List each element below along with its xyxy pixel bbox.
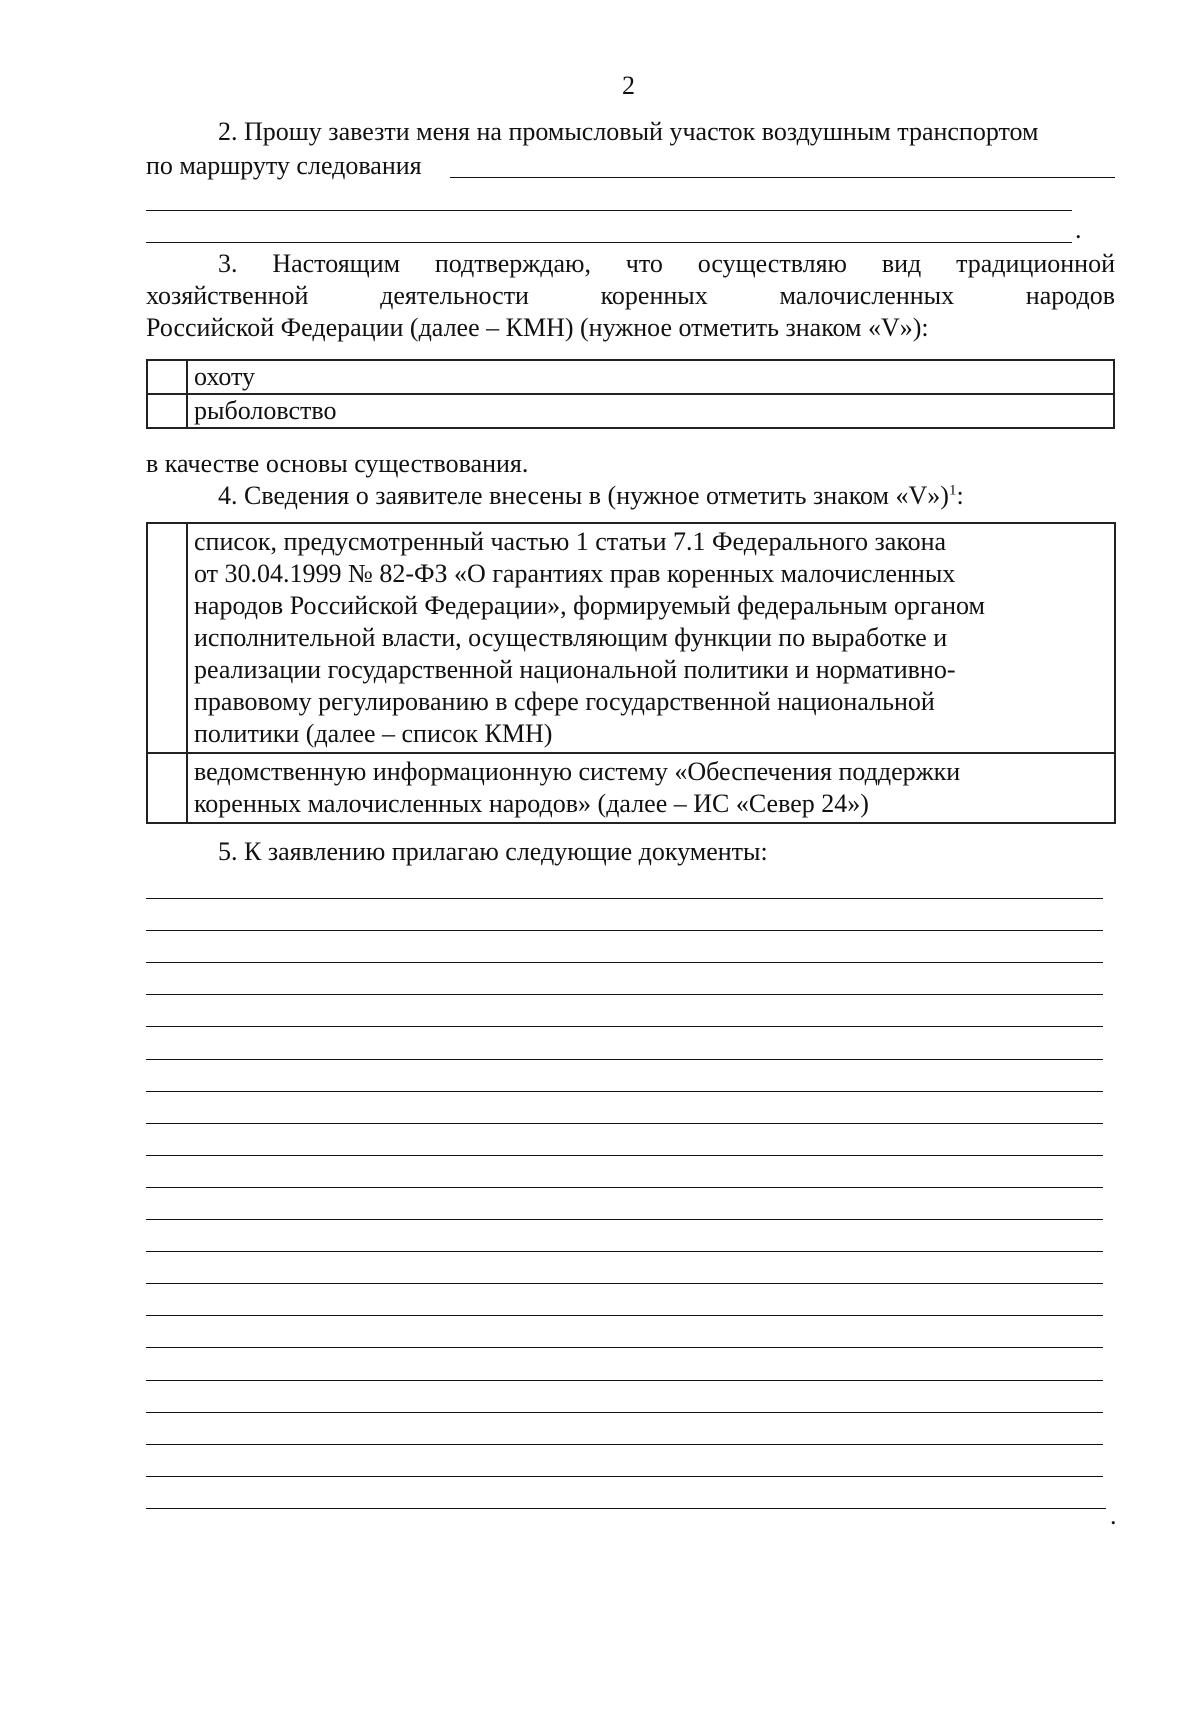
word: малочисленных [779, 281, 955, 310]
registry-options-table [146, 522, 1116, 824]
hunting-checkbox[interactable] [147, 360, 187, 394]
option-row-hunting [147, 360, 1114, 394]
option-label-hunting: охоту [187, 360, 1114, 394]
document-entry-line[interactable] [146, 1123, 1103, 1124]
route-underline-3[interactable] [146, 242, 1072, 243]
option-text-sever24 [187, 753, 1115, 823]
section-3-line-2 [146, 280, 1115, 312]
document-entry-line[interactable] [146, 1251, 1103, 1252]
document-entry-line[interactable] [146, 898, 1103, 899]
document-entry-line[interactable] [146, 1380, 1103, 1381]
footnote-mark: 1 [948, 482, 957, 499]
word: деятельности [380, 281, 529, 310]
word: коренных [600, 281, 708, 310]
document-entry-line[interactable] [146, 1283, 1103, 1284]
document-entry-line[interactable] [146, 1508, 1106, 1509]
page-number: 2 [622, 71, 635, 100]
document-entry-line[interactable] [146, 1476, 1103, 1477]
section-2-route-label: по маршруту следования [146, 151, 422, 180]
word: народов [1025, 281, 1115, 310]
document-entry-line[interactable] [146, 1444, 1103, 1445]
word: подтверждаю, [434, 249, 591, 278]
word: осуществляю [697, 249, 847, 278]
document-entry-line[interactable] [146, 1091, 1103, 1092]
option-text-kmn-list [187, 523, 1115, 753]
section-3-line-1 [218, 248, 1115, 280]
section-4-heading-end: : [956, 481, 964, 510]
document-entry-line[interactable] [146, 1412, 1103, 1413]
text-line: ведомственную информационную систему «Обеспечения поддержки [194, 757, 961, 786]
option-row-fishing [147, 394, 1114, 428]
word: Настоящим [272, 249, 401, 278]
text-line: коренных малочисленных народов» (далее – ИС «Север 24») [194, 789, 869, 818]
word: вид [881, 249, 922, 278]
document-entry-line[interactable] [146, 930, 1103, 931]
text-line: список, предусмотренный частью 1 статьи 7.1 Федерального закона [194, 527, 947, 556]
word: хозяйственной [146, 281, 309, 310]
document-entry-line[interactable] [146, 994, 1103, 995]
section-2-line-1: 2. Прошу завезти меня на промысловый участок воздушным транспортом [218, 117, 1039, 146]
sever24-checkbox[interactable] [147, 753, 187, 823]
section-4-heading [218, 480, 964, 512]
document-entry-line[interactable] [146, 1219, 1103, 1220]
text-line: реализации государственной национальной политики и нормативно- [194, 655, 956, 684]
word: что [625, 249, 663, 278]
text-line: политики (далее – список КМН) [194, 719, 553, 748]
word: традиционной [956, 249, 1115, 278]
document-entry-line[interactable] [146, 1026, 1103, 1027]
option-row-kmn-list [147, 523, 1115, 753]
text-line: правовому регулированию в сфере государственной национальной [194, 687, 935, 716]
section-4-heading-text: 4. Сведения о заявителе внесены в (нужное отметить знаком «V») [218, 481, 949, 510]
text-line: исполнительной власти, осуществляющим функции по выработке и [194, 623, 948, 652]
document-entry-line[interactable] [146, 1059, 1103, 1060]
document-entry-line[interactable] [146, 1187, 1103, 1188]
section-5-end-mark: . [1110, 1501, 1117, 1530]
route-underline-1[interactable] [450, 177, 1115, 178]
section-3-line-3: Российской Федерации (далее – КМН) (нужное отметить знаком «V»): [146, 313, 929, 342]
section-5-heading: 5. К заявлению прилагаю следующие документы: [218, 837, 768, 866]
fishing-checkbox[interactable] [147, 394, 187, 428]
kmn-list-checkbox[interactable] [147, 523, 187, 753]
option-row-sever24 [147, 753, 1115, 823]
document-entry-line[interactable] [146, 1347, 1103, 1348]
document-entry-line[interactable] [146, 1315, 1103, 1316]
word: 3. [218, 249, 238, 278]
section-3-after-text: в качестве основы существования. [146, 449, 529, 478]
document-entry-line[interactable] [146, 962, 1103, 963]
option-label-fishing: рыболовство [187, 394, 1114, 428]
section-2-end-mark: . [1075, 215, 1082, 244]
text-line: от 30.04.1999 № 82-ФЗ «О гарантиях прав коренных малочисленных [194, 559, 956, 588]
route-underline-2[interactable] [146, 210, 1072, 211]
activity-options-table [146, 359, 1115, 429]
document-entry-line[interactable] [146, 1155, 1103, 1156]
text-line: народов Российской Федерации», формируемый федеральным органом [194, 591, 985, 620]
